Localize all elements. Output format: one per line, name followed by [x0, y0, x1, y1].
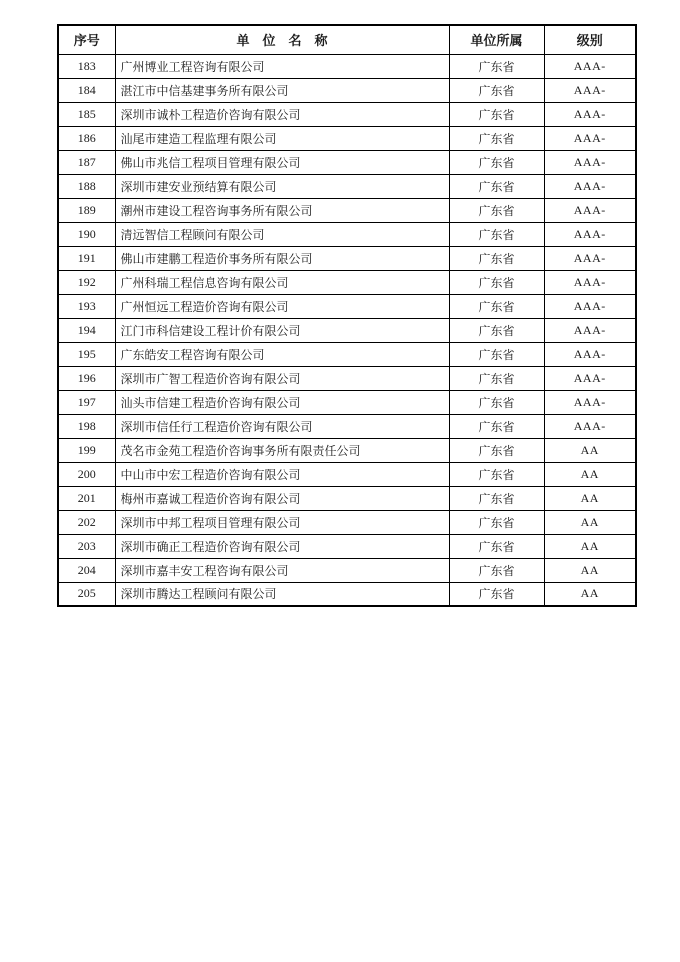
row-level-cell: AA	[544, 558, 636, 582]
row-name-cell: 茂名市金苑工程造价咨询事务所有限责任公司	[115, 438, 449, 462]
row-level-cell: AAA-	[544, 318, 636, 342]
row-no-cell: 205	[58, 582, 115, 606]
row-region-cell: 广东省	[449, 294, 544, 318]
row-level-cell: AAA-	[544, 126, 636, 150]
row-name-cell: 广州科瑞工程信息咨询有限公司	[115, 270, 449, 294]
table-row	[58, 126, 636, 150]
row-level-cell: AA	[544, 486, 636, 510]
row-no-cell: 184	[58, 78, 115, 102]
row-no-cell: 190	[58, 222, 115, 246]
col-header-no: 序号	[58, 25, 115, 54]
table-row	[58, 438, 636, 462]
row-region-cell: 广东省	[449, 318, 544, 342]
row-level-cell: AA	[544, 462, 636, 486]
col-header-level: 级别	[544, 25, 636, 54]
row-region-cell: 广东省	[449, 558, 544, 582]
row-name-cell: 深圳市确正工程造价咨询有限公司	[115, 534, 449, 558]
row-region-cell: 广东省	[449, 174, 544, 198]
row-level-cell: AAA-	[544, 294, 636, 318]
row-region-cell: 广东省	[449, 510, 544, 534]
table-row	[58, 222, 636, 246]
row-level-cell: AAA-	[544, 102, 636, 126]
row-no-cell: 193	[58, 294, 115, 318]
table-row	[58, 270, 636, 294]
row-no-cell: 187	[58, 150, 115, 174]
row-level-cell: AAA-	[544, 222, 636, 246]
row-name-cell: 梅州市嘉诚工程造价咨询有限公司	[115, 486, 449, 510]
row-level-cell: AAA-	[544, 270, 636, 294]
table-row	[58, 510, 636, 534]
row-region-cell: 广东省	[449, 534, 544, 558]
row-no-cell: 201	[58, 486, 115, 510]
row-name-cell: 汕头市信建工程造价咨询有限公司	[115, 390, 449, 414]
row-region-cell: 广东省	[449, 438, 544, 462]
row-level-cell: AAA-	[544, 54, 636, 78]
table-body	[58, 54, 636, 606]
row-level-cell: AAA-	[544, 78, 636, 102]
row-name-cell: 广州博业工程咨询有限公司	[115, 54, 449, 78]
table-row	[58, 414, 636, 438]
row-level-cell: AAA-	[544, 198, 636, 222]
row-region-cell: 广东省	[449, 198, 544, 222]
table-header	[58, 25, 636, 54]
row-region-cell: 广东省	[449, 102, 544, 126]
row-region-cell: 广东省	[449, 582, 544, 606]
row-name-cell: 深圳市广智工程造价咨询有限公司	[115, 366, 449, 390]
row-region-cell: 广东省	[449, 486, 544, 510]
row-region-cell: 广东省	[449, 270, 544, 294]
row-region-cell: 广东省	[449, 462, 544, 486]
row-no-cell: 194	[58, 318, 115, 342]
table-row	[58, 318, 636, 342]
row-region-cell: 广东省	[449, 390, 544, 414]
table-row	[58, 246, 636, 270]
row-no-cell: 196	[58, 366, 115, 390]
row-no-cell: 198	[58, 414, 115, 438]
row-region-cell: 广东省	[449, 54, 544, 78]
table-row	[58, 366, 636, 390]
row-level-cell: AAA-	[544, 366, 636, 390]
row-region-cell: 广东省	[449, 246, 544, 270]
row-no-cell: 202	[58, 510, 115, 534]
row-name-cell: 湛江市中信基建事务所有限公司	[115, 78, 449, 102]
row-name-cell: 中山市中宏工程造价咨询有限公司	[115, 462, 449, 486]
table-row	[58, 150, 636, 174]
table-row	[58, 78, 636, 102]
row-level-cell: AAA-	[544, 174, 636, 198]
table-row	[58, 342, 636, 366]
row-name-cell: 深圳市腾达工程顾问有限公司	[115, 582, 449, 606]
table-row	[58, 486, 636, 510]
row-name-cell: 深圳市中邦工程项目管理有限公司	[115, 510, 449, 534]
table-row	[58, 390, 636, 414]
col-header-name: 单 位 名 称	[115, 25, 449, 54]
row-level-cell: AAA-	[544, 150, 636, 174]
table-row	[58, 294, 636, 318]
row-no-cell: 185	[58, 102, 115, 126]
col-header-region: 单位所属	[449, 25, 544, 54]
row-name-cell: 深圳市建安业预结算有限公司	[115, 174, 449, 198]
row-region-cell: 广东省	[449, 126, 544, 150]
table-row	[58, 54, 636, 78]
row-name-cell: 广州恒远工程造价咨询有限公司	[115, 294, 449, 318]
row-level-cell: AAA-	[544, 342, 636, 366]
header-row	[58, 25, 636, 54]
row-name-cell: 清远智信工程顾问有限公司	[115, 222, 449, 246]
row-region-cell: 广东省	[449, 150, 544, 174]
row-no-cell: 204	[58, 558, 115, 582]
row-level-cell: AA	[544, 510, 636, 534]
row-name-cell: 江门市科信建设工程计价有限公司	[115, 318, 449, 342]
table-row	[58, 462, 636, 486]
row-no-cell: 188	[58, 174, 115, 198]
row-region-cell: 广东省	[449, 366, 544, 390]
row-no-cell: 195	[58, 342, 115, 366]
rating-table	[57, 24, 637, 607]
table-row	[58, 198, 636, 222]
row-region-cell: 广东省	[449, 222, 544, 246]
row-region-cell: 广东省	[449, 78, 544, 102]
row-region-cell: 广东省	[449, 414, 544, 438]
row-no-cell: 199	[58, 438, 115, 462]
row-name-cell: 深圳市诚朴工程造价咨询有限公司	[115, 102, 449, 126]
row-no-cell: 203	[58, 534, 115, 558]
table-row	[58, 174, 636, 198]
row-no-cell: 189	[58, 198, 115, 222]
row-level-cell: AAA-	[544, 246, 636, 270]
table-row	[58, 534, 636, 558]
row-no-cell: 200	[58, 462, 115, 486]
row-name-cell: 广东皓安工程咨询有限公司	[115, 342, 449, 366]
row-no-cell: 183	[58, 54, 115, 78]
row-name-cell: 汕尾市建造工程监理有限公司	[115, 126, 449, 150]
row-no-cell: 191	[58, 246, 115, 270]
row-level-cell: AA	[544, 582, 636, 606]
row-level-cell: AAA-	[544, 390, 636, 414]
row-no-cell: 192	[58, 270, 115, 294]
row-name-cell: 深圳市信任行工程造价咨询有限公司	[115, 414, 449, 438]
table-row	[58, 558, 636, 582]
row-no-cell: 186	[58, 126, 115, 150]
row-region-cell: 广东省	[449, 342, 544, 366]
row-name-cell: 深圳市嘉丰安工程咨询有限公司	[115, 558, 449, 582]
row-level-cell: AA	[544, 438, 636, 462]
row-name-cell: 佛山市建鹏工程造价事务所有限公司	[115, 246, 449, 270]
row-no-cell: 197	[58, 390, 115, 414]
row-name-cell: 潮州市建设工程咨询事务所有限公司	[115, 198, 449, 222]
table-row	[58, 102, 636, 126]
row-level-cell: AA	[544, 534, 636, 558]
row-level-cell: AAA-	[544, 414, 636, 438]
table-row	[58, 582, 636, 606]
row-name-cell: 佛山市兆信工程项目管理有限公司	[115, 150, 449, 174]
